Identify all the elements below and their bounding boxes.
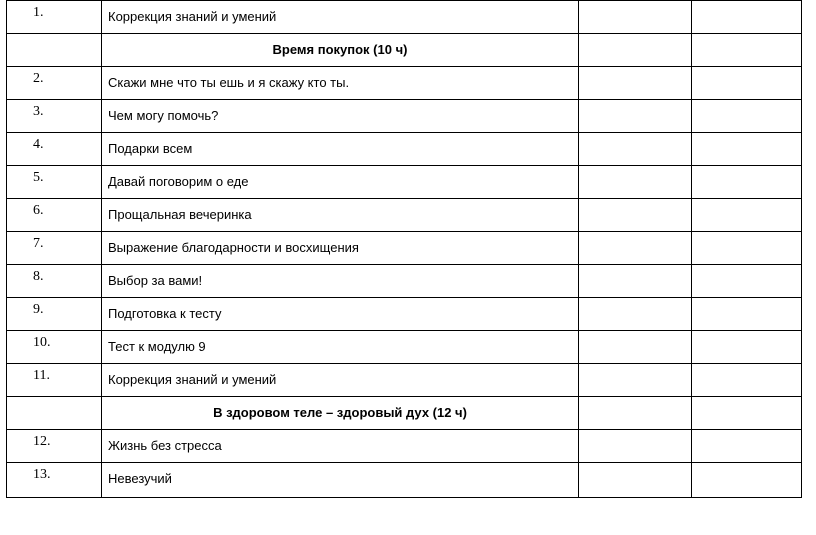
empty-cell [692,1,802,34]
section-heading: Время покупок (10 ч) [102,34,579,67]
lesson-title: Давай поговорим о еде [102,166,579,199]
empty-cell [692,331,802,364]
empty-cell [579,67,692,100]
table-row [7,1,802,34]
lesson-title: Коррекция знаний и умений [102,364,579,397]
lesson-title: Чем могу помочь? [102,100,579,133]
empty-cell [692,298,802,331]
empty-cell [692,199,802,232]
table-row [7,232,802,265]
section-heading: В здоровом теле – здоровый дух (12 ч) [102,397,579,430]
table-row [7,133,802,166]
lesson-number: 1. [7,1,102,34]
empty-cell [579,397,692,430]
empty-cell [7,34,102,67]
empty-cell [692,67,802,100]
empty-cell [692,265,802,298]
lesson-number: 9. [7,298,102,331]
table-row [7,298,802,331]
lesson-title: Невезучий [102,463,579,498]
lesson-title: Выражение благодарности и восхищения [102,232,579,265]
empty-cell [579,133,692,166]
table-row [7,199,802,232]
lesson-title: Тест к модулю 9 [102,331,579,364]
lesson-number: 13. [7,463,102,498]
empty-cell [579,364,692,397]
empty-cell [579,331,692,364]
empty-cell [579,1,692,34]
table-row [7,100,802,133]
lesson-number: 11. [7,364,102,397]
lesson-number: 12. [7,430,102,463]
empty-cell [692,166,802,199]
empty-cell [692,100,802,133]
lesson-number: 3. [7,100,102,133]
empty-cell [7,397,102,430]
table-row [7,463,802,498]
empty-cell [579,298,692,331]
table-row [7,166,802,199]
lesson-title: Скажи мне что ты ешь и я скажу кто ты. [102,67,579,100]
empty-cell [692,430,802,463]
table-row [7,430,802,463]
empty-cell [579,166,692,199]
lesson-number: 6. [7,199,102,232]
empty-cell [579,199,692,232]
empty-cell [579,232,692,265]
section-row [7,397,802,430]
lesson-number: 4. [7,133,102,166]
lesson-plan-table [6,0,802,498]
empty-cell [579,430,692,463]
lesson-number: 2. [7,67,102,100]
empty-cell [692,34,802,67]
empty-cell [692,463,802,498]
empty-cell [579,34,692,67]
empty-cell [692,364,802,397]
lesson-title: Жизнь без стресса [102,430,579,463]
lesson-title: Подготовка к тесту [102,298,579,331]
lesson-title: Выбор за вами! [102,265,579,298]
empty-cell [692,397,802,430]
empty-cell [579,463,692,498]
section-row [7,34,802,67]
lesson-title: Коррекция знаний и умений [102,1,579,34]
table-row [7,67,802,100]
lesson-title: Прощальная вечеринка [102,199,579,232]
empty-cell [692,232,802,265]
empty-cell [579,100,692,133]
lesson-number: 5. [7,166,102,199]
lesson-number: 7. [7,232,102,265]
table-row [7,265,802,298]
lesson-number: 8. [7,265,102,298]
table-row [7,331,802,364]
lesson-title: Подарки всем [102,133,579,166]
table-row [7,364,802,397]
lesson-number: 10. [7,331,102,364]
empty-cell [579,265,692,298]
empty-cell [692,133,802,166]
